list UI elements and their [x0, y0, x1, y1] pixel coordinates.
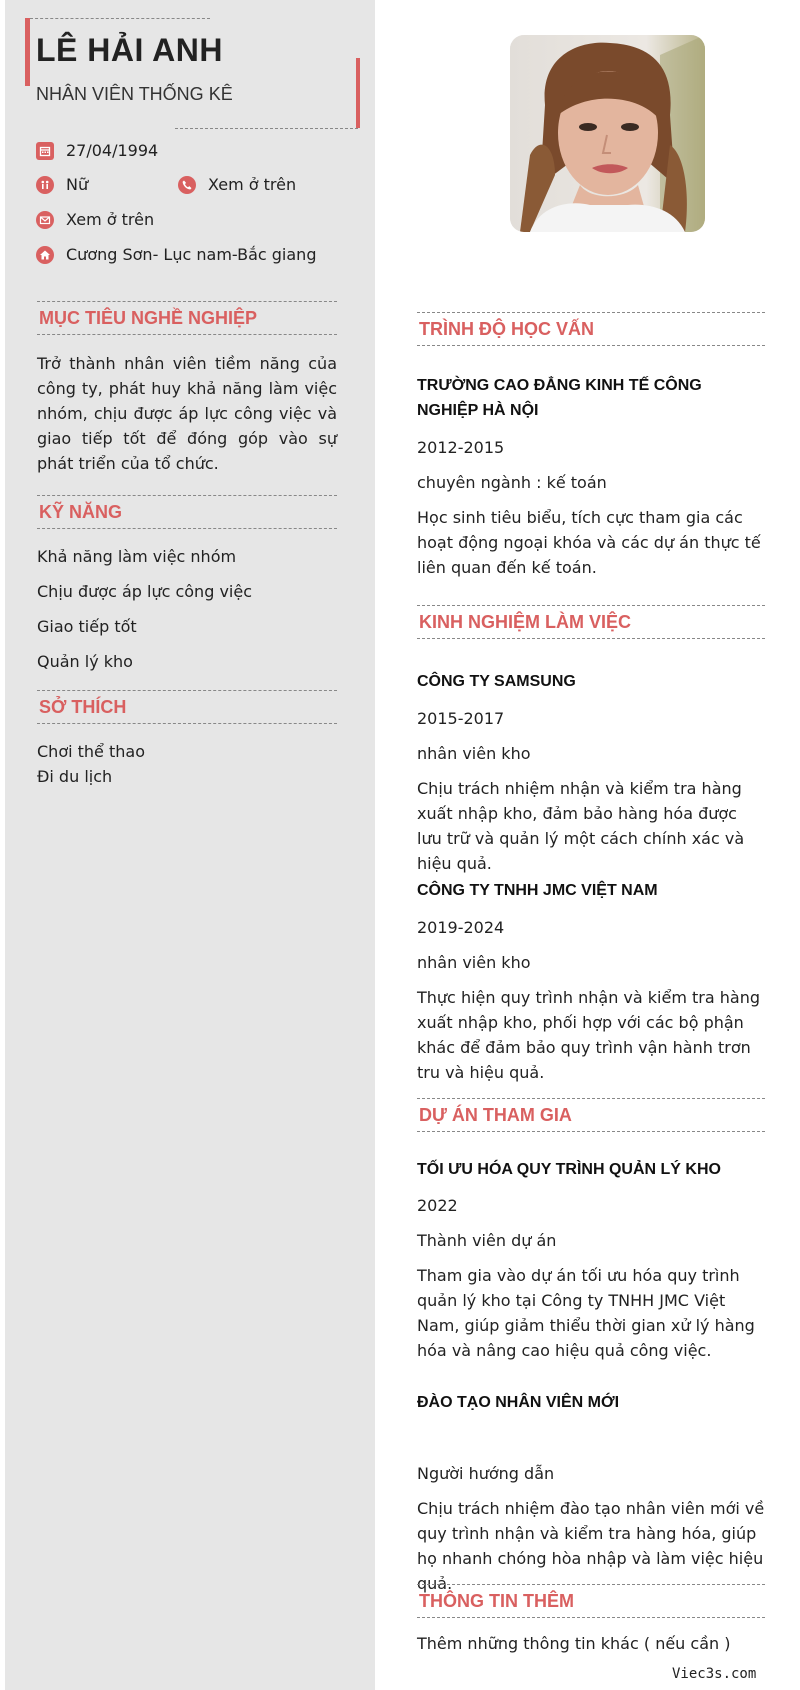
- experience-description: Chịu trách nhiệm nhận và kiểm tra hàng xuất nhập kho, đảm bảo hàng hóa được lưu trữ và quản lý một cách chính xác và hiệu quả.: [417, 779, 745, 873]
- experience-company: CÔNG TY SAMSUNG: [417, 673, 576, 690]
- education-period: 2012-2015: [417, 438, 505, 457]
- skill-item: Giao tiếp tốt: [37, 617, 137, 636]
- education-heading: [417, 312, 765, 346]
- name-accent-bar-left: [25, 18, 30, 86]
- birthday-row: [36, 141, 158, 160]
- phone-icon: [178, 176, 196, 194]
- additional-heading-text: THÔNG TIN THÊM: [419, 1590, 574, 1611]
- birthday-text: 27/04/1994: [66, 141, 159, 160]
- additional-heading: [417, 1584, 765, 1618]
- skills-heading-text: KỸ NĂNG: [39, 501, 123, 522]
- skills-heading: [37, 495, 337, 529]
- education-heading-text: TRÌNH ĐỘ HỌC VẤN: [419, 318, 594, 339]
- objective-heading: [37, 301, 337, 335]
- hobby-item: Chơi thể thao: [37, 742, 145, 761]
- education-school: TRƯỜNG CAO ĐẲNG KINH TẾ CÔNG NGHIỆP HÀ NỘI: [417, 377, 702, 419]
- project-description: Chịu trách nhiệm đào tạo nhân viên mới về quy trình nhận và kiểm tra hàng hóa, giúp họ nhanh chóng hòa nhập và làm việc hiệu quả.: [417, 1499, 765, 1593]
- experience-position: nhân viên kho: [417, 953, 531, 972]
- phone-row: [178, 175, 296, 194]
- experience-heading: [417, 605, 765, 639]
- project-description: Tham gia vào dự án tối ưu hóa quy trình quản lý kho tại Công ty TNHH JMC Việt Nam, giúp giảm thiểu thời gian xử lý hàng hóa và nâng cao hiệu quả công việc.: [417, 1266, 755, 1360]
- envelope-icon: [36, 211, 54, 229]
- address-row: [36, 245, 316, 264]
- name-block: [25, 18, 360, 128]
- projects-heading: [417, 1098, 765, 1132]
- experience-position: nhân viên kho: [417, 744, 531, 763]
- hobby-item: Đi du lịch: [37, 767, 113, 786]
- experience-period: 2019-2024: [417, 918, 505, 937]
- experience-heading-text: KINH NGHIỆM LÀM VIỆC: [419, 611, 632, 632]
- objective-heading-text: MỤC TIÊU NGHỀ NGHIỆP: [39, 307, 258, 328]
- skill-item: Quản lý kho: [37, 652, 133, 671]
- project-role: Thành viên dự án: [417, 1231, 557, 1250]
- education-major: chuyên ngành : kế toán: [417, 473, 607, 492]
- hobbies-heading: [37, 690, 337, 724]
- address-text: Cương Sơn- Lục nam-Bắc giang: [66, 245, 317, 264]
- footer-brand: Viec3s.com: [672, 1666, 757, 1682]
- candidate-title: NHÂN VIÊN THỐNG KÊ: [36, 84, 233, 104]
- projects-heading-text: DỰ ÁN THAM GIA: [419, 1104, 572, 1125]
- email-row: [36, 210, 154, 229]
- name-divider-top: [30, 18, 210, 19]
- name-accent-bar-right: [356, 58, 360, 128]
- project-name: TỐI ƯU HÓA QUY TRÌNH QUẢN LÝ KHO: [417, 1161, 721, 1178]
- additional-text: Thêm những thông tin khác ( nếu cần ): [417, 1634, 731, 1653]
- objective-text: Trở thành nhân viên tiềm năng của công ty, phát huy khả năng làm việc nhóm, chịu được áp lực công việc và giao tiếp tốt để đóng góp vào sự phát triển của tổ chức.: [37, 354, 337, 473]
- experience-company: CÔNG TY TNHH JMC VIỆT NAM: [417, 882, 658, 899]
- gender-text: Nữ: [66, 175, 89, 194]
- project-year: 2022: [417, 1196, 458, 1215]
- education-description: Học sinh tiêu biểu, tích cực tham gia các hoạt động ngoại khóa và các dự án thực tế liên quan đến kế toán.: [417, 508, 761, 577]
- skill-item: Chịu được áp lực công việc: [37, 582, 252, 601]
- experience-description: Thực hiện quy trình nhận và kiểm tra hàng xuất nhập kho, phối hợp với các bộ phận khác để đảm bảo quy trình vận hành trơn tru và hiệu quả.: [417, 988, 760, 1082]
- gender-icon: [36, 176, 54, 194]
- experience-period: 2015-2017: [417, 709, 505, 728]
- phone-text: Xem ở trên: [208, 175, 297, 194]
- calendar-icon: [36, 142, 54, 160]
- home-icon: [36, 246, 54, 264]
- hobbies-heading-text: SỞ THÍCH: [39, 696, 127, 717]
- skill-item: Khả năng làm việc nhóm: [37, 547, 237, 566]
- gender-row: [36, 175, 88, 194]
- project-role: Người hướng dẫn: [417, 1464, 555, 1483]
- project-name: ĐÀO TẠO NHÂN VIÊN MỚI: [417, 1394, 620, 1411]
- name-divider-bottom: [175, 128, 358, 129]
- email-text: Xem ở trên: [66, 210, 155, 229]
- candidate-name: LÊ HẢI ANH: [36, 32, 223, 68]
- profile-photo: [510, 35, 705, 232]
